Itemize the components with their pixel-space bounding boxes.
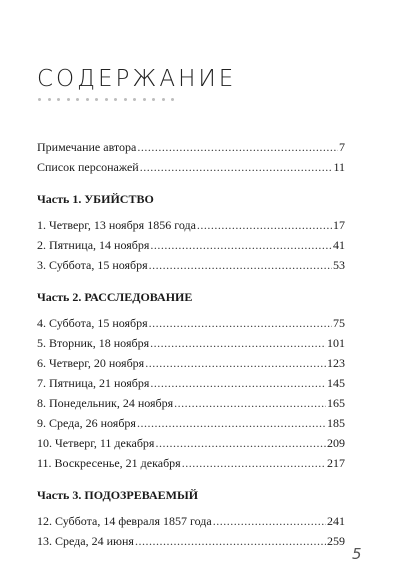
toc-entry-page: 17	[333, 218, 345, 232]
toc-entry-page: 123	[327, 356, 345, 370]
dot-leader	[145, 353, 326, 373]
toc-entry-page: 7	[339, 140, 345, 154]
toc-entry[interactable]	[37, 511, 345, 531]
part-heading: Часть 2. РАССЛЕДОВАНИЕ	[37, 290, 193, 304]
toc-entry[interactable]	[37, 333, 345, 353]
toc-entry[interactable]	[37, 433, 345, 453]
toc-entry-title: 3. Суббота, 15 ноября	[37, 258, 148, 272]
dot-leader	[150, 333, 326, 353]
toc-entry[interactable]	[37, 353, 345, 373]
toc-entry-title: 10. Четверг, 11 декабря	[37, 436, 155, 450]
dotted-divider	[38, 98, 174, 101]
toc-entry[interactable]	[37, 215, 345, 235]
toc-entry[interactable]	[37, 313, 345, 333]
toc-entry-title: 1. Четверг, 13 ноября 1856 года	[37, 218, 196, 232]
dot-leader	[155, 433, 326, 453]
toc-entry-page: 145	[327, 376, 345, 390]
toc-entry-title: 7. Пятница, 21 ноября	[37, 376, 150, 390]
toc-entry[interactable]	[37, 531, 345, 551]
toc-entry-page: 185	[327, 416, 345, 430]
toc-entry-page: 101	[327, 336, 345, 350]
toc-entry-page: 75	[333, 316, 345, 330]
toc-entry[interactable]	[37, 235, 345, 255]
toc-entry[interactable]	[37, 393, 345, 413]
toc-entry[interactable]	[37, 373, 345, 393]
toc-entry-page: 241	[327, 514, 345, 528]
dot-leader	[149, 313, 332, 333]
dot-leader	[182, 453, 326, 473]
toc-entry-title: 8. Понедельник, 24 ноября	[37, 396, 174, 410]
toc-entry-title: 5. Вторник, 18 ноября	[37, 336, 150, 350]
toc-entry[interactable]	[37, 413, 345, 433]
dot-leader	[137, 413, 326, 433]
toc-entry-title: 12. Суббота, 14 февраля 1857 года	[37, 514, 212, 528]
dot-leader	[174, 393, 326, 413]
part-heading: Часть 1. УБИЙСТВО	[37, 192, 154, 206]
dot-leader	[137, 137, 338, 157]
toc-entry[interactable]	[37, 157, 345, 177]
dot-leader	[150, 235, 332, 255]
part-heading: Часть 3. ПОДОЗРЕВАЕМЫЙ	[37, 488, 199, 502]
toc-entry-title: Список персонажей	[37, 160, 139, 174]
toc-entry-title: 6. Четверг, 20 ноября	[37, 356, 145, 370]
toc-entry-page: 53	[333, 258, 345, 272]
toc-entry-page: 217	[327, 456, 345, 470]
toc-entry-title: 2. Пятница, 14 ноября	[37, 238, 150, 252]
toc-entry[interactable]	[37, 255, 345, 275]
page-number: 5	[352, 545, 362, 563]
toc-entry-page: 41	[333, 238, 345, 252]
table-of-contents	[37, 137, 345, 551]
dot-leader	[197, 215, 332, 235]
toc-entry[interactable]	[37, 137, 345, 157]
toc-entry-page: 209	[327, 436, 345, 450]
toc-entry-page: 11	[333, 160, 345, 174]
dot-leader	[213, 511, 326, 531]
toc-entry-title: 4. Суббота, 15 ноября	[37, 316, 148, 330]
toc-entry-title: 11. Воскресенье, 21 декабря	[37, 456, 181, 470]
toc-entry[interactable]	[37, 453, 345, 473]
dot-leader	[135, 531, 326, 551]
dot-leader	[150, 373, 326, 393]
toc-entry-title: 13. Среда, 24 июня	[37, 534, 134, 548]
page-title: СОДЕРЖАНИЕ	[37, 66, 237, 92]
dot-leader	[140, 157, 333, 177]
dot-leader	[149, 255, 332, 275]
toc-entry-page: 165	[327, 396, 345, 410]
toc-entry-title: Примечание автора	[37, 140, 137, 154]
toc-entry-page: 259	[327, 534, 345, 548]
toc-entry-title: 9. Среда, 26 ноября	[37, 416, 136, 430]
